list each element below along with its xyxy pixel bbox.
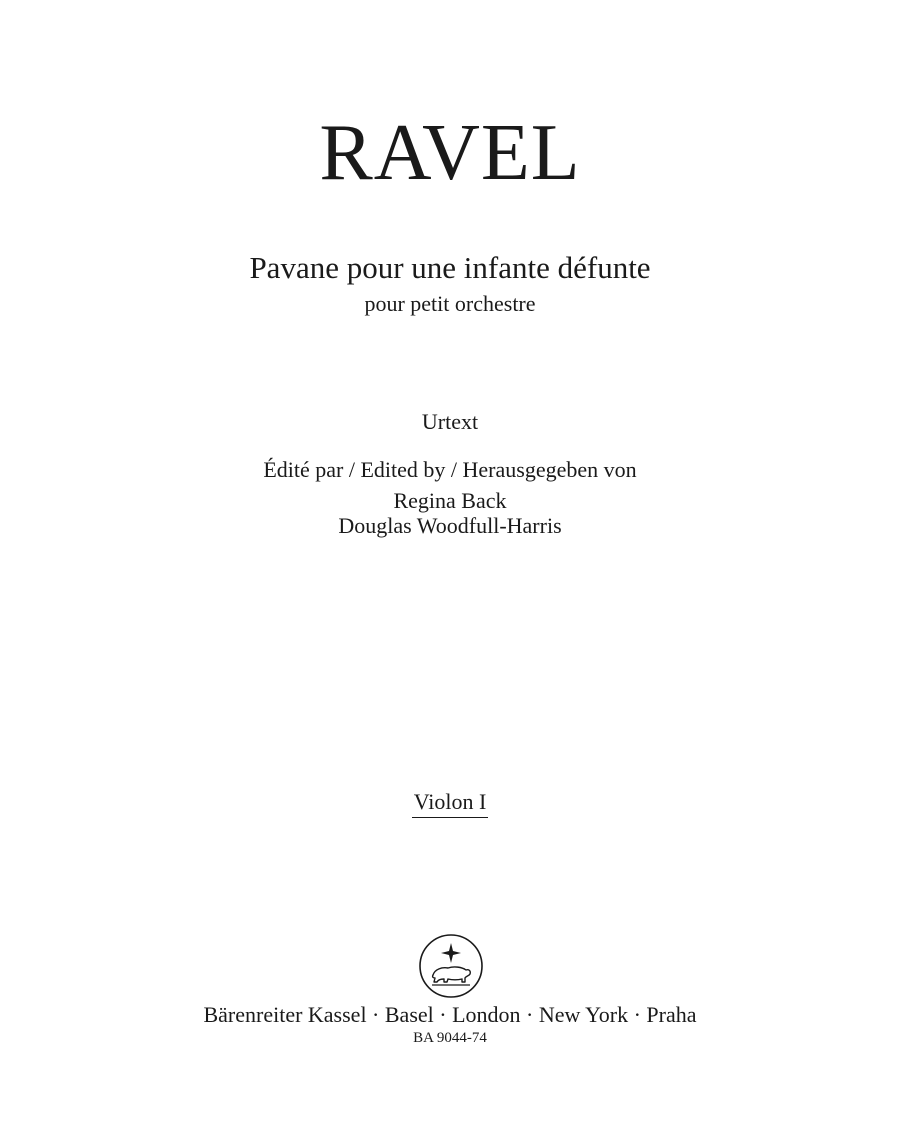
publisher-line: Bärenreiter Kassel · Basel · London · New York · Praha xyxy=(203,1002,697,1027)
catalog-number: BA 9044-74 xyxy=(413,1030,487,1046)
edition-type: Urtext xyxy=(421,409,479,434)
editor-name: Regina Back xyxy=(393,488,507,513)
edited-by-label: Édité par / Edited by / Herausgegeben von xyxy=(263,457,637,482)
composer-name: RAVEL xyxy=(319,109,581,197)
work-title: Pavane pour une infante défunte xyxy=(249,250,651,285)
part-label: Violon I xyxy=(412,789,489,818)
editor-name: Douglas Woodfull-Harris xyxy=(338,513,562,538)
baerenreiter-bear-star-logo-icon xyxy=(418,933,484,999)
part-name xyxy=(0,789,900,818)
work-subtitle: pour petit orchestre xyxy=(364,291,536,316)
